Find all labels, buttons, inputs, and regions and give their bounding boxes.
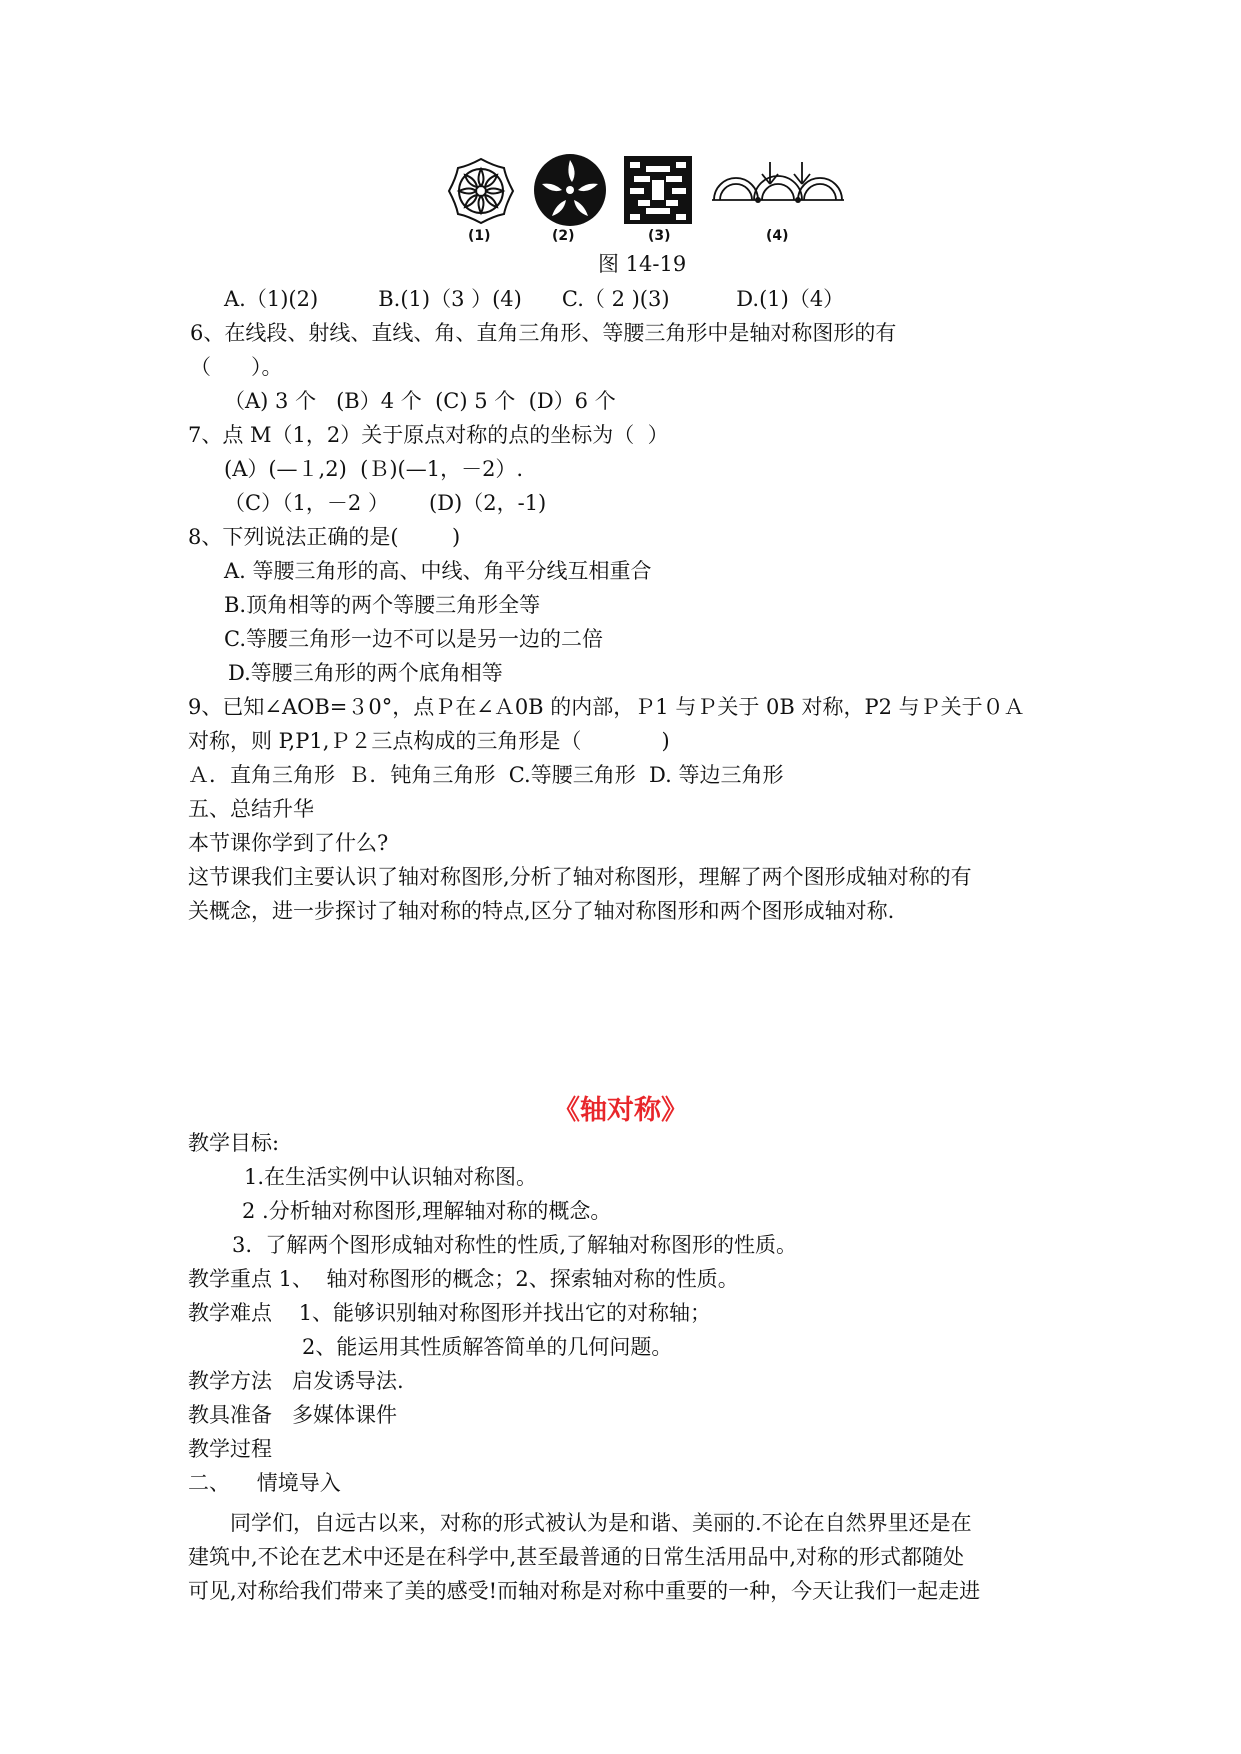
q8-option-d: D.等腰三角形的两个底角相等 xyxy=(228,661,503,685)
figure-4-arches xyxy=(710,160,846,210)
goals-heading: 教学目标: xyxy=(188,1131,280,1155)
q7-stem: 7、点 M（1，2）关于原点对称的点的坐标为（ ） xyxy=(188,423,669,447)
q7-options-cd: （C）（1，－2 ） (D)（2，-1) xyxy=(224,491,547,515)
summary-text-line1: 这节课我们主要认识了轴对称图形,分析了轴对称图形，理解了两个图形成轴对称的有 xyxy=(188,865,972,889)
figure-title: 图 14-19 xyxy=(598,252,687,276)
q8-stem: 8、下列说法正确的是( ) xyxy=(188,525,461,549)
q9-options: Ａ．直角三角形 Ｂ．钝角三角形 C.等腰三角形 D. 等边三角形 xyxy=(188,763,784,787)
summary-text-line2: 关概念，进一步探讨了轴对称的特点,区分了轴对称图形和两个图形成轴对称. xyxy=(188,899,895,923)
teaching-method: 教学方法 启发诱导法. xyxy=(188,1369,404,1393)
figure-caption-2: (2) xyxy=(552,228,575,244)
q6-stem-line1: 6、在线段、射线、直线、角、直角三角形、等腰三角形中是轴对称图形的有 xyxy=(190,321,897,345)
intro-line1: 同学们，自远古以来，对称的形式被认为是和谐、美丽的.不论在自然界里还是在 xyxy=(230,1511,972,1535)
q8-option-c: C.等腰三角形一边不可以是另一边的二倍 xyxy=(224,627,603,651)
goal-2: 2 .分析轴对称图形,理解轴对称的概念。 xyxy=(242,1199,612,1223)
q9-line1: 9、已知∠AOB=３0°，点Ｐ在∠Ａ0B 的内部，Ｐ1 与Ｐ关于 0B 对称，P2 与Ｐ关于０Ａ xyxy=(188,695,1025,719)
difficulty-2: 2、能运用其性质解答简单的几何问题。 xyxy=(302,1335,673,1359)
q6-stem-line2: （ ）。 xyxy=(190,355,283,379)
key-points: 教学重点 1、 轴对称图形的概念；2、探索轴对称的性质。 xyxy=(188,1267,739,1291)
figure-caption-3: (3) xyxy=(648,228,671,244)
q9-line2: 对称，则 P,P1,Ｐ２三点构成的三角形是（ ) xyxy=(188,729,670,753)
summary-question: 本节课你学到了什么? xyxy=(188,831,389,855)
summary-heading: 五、总结升华 xyxy=(188,797,314,821)
q8-option-a: A. 等腰三角形的高、中线、角平分线互相重合 xyxy=(224,559,652,583)
q8-option-b: B.顶角相等的两个等腰三角形全等 xyxy=(224,593,541,617)
goal-1: 1.在生活实例中认识轴对称图。 xyxy=(244,1165,538,1189)
section-2-heading: 二、 情境导入 xyxy=(188,1471,341,1495)
goal-3: 3. 了解两个图形成轴对称性的性质,了解轴对称图形的性质。 xyxy=(232,1233,798,1257)
q6-options: （A) 3 个 (B）4 个 (C) 5 个 (D）6 个 xyxy=(224,389,616,413)
intro-line2: 建筑中,不论在艺术中还是在科学中,甚至最普通的日常生活用品中,对称的形式都随处 xyxy=(188,1545,965,1569)
figure-caption-4: (4) xyxy=(766,228,789,244)
figure-1-flower-ring xyxy=(446,156,516,226)
teaching-process: 教学过程 xyxy=(188,1437,272,1461)
difficulty-1: 教学难点 1、能够识别轴对称图形并找出它的对称轴； xyxy=(188,1301,712,1325)
q7-options-ab: (A）(—１,2) (Ｂ)(—1，－2）. xyxy=(224,457,524,481)
figure-2-black-disc xyxy=(532,152,608,228)
lesson-title: 《轴对称》 xyxy=(553,1095,688,1126)
figure-3-pattern-tile xyxy=(624,156,692,224)
figure-caption-1: (1) xyxy=(468,228,491,244)
intro-line3: 可见,对称给我们带来了美的感受!而轴对称是对称中重要的一种，今天让我们一起走进 xyxy=(188,1579,981,1603)
q5-options: A.（1)(2) B.(1)（3 ）(4) C.（ 2 )(3) D.(1)（4） xyxy=(224,287,845,311)
teaching-tools: 教具准备 多媒体课件 xyxy=(188,1403,398,1427)
